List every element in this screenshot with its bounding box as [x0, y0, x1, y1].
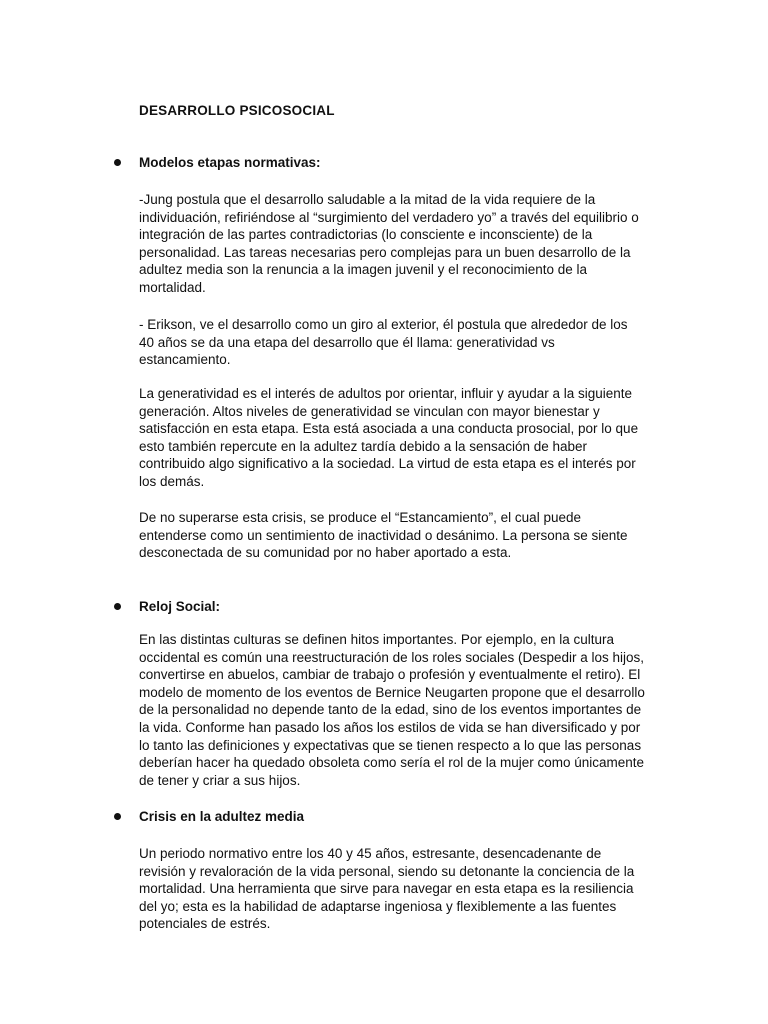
bullet-icon: [114, 159, 121, 166]
paragraph-generatividad: La generatividad es el interés de adultos por orientar, influir y ayudar a la siguiente generación. Altos niveles de generatividad se vinculan con mayor bienestar y satisfacción en esta etapa. Esta está asociada a una conducta prosocial, por lo que esto también repercute en la adultez tardía debido a la sensación de haber contribuido algo significativo a la sociedad. La virtud de esta etapa es el interés por los demás.: [139, 386, 639, 489]
paragraph-reloj-social: En las distintas culturas se definen hitos importantes. Por ejemplo, en la cultura occidental es común una reestructuración de los roles sociales (Despedir a los hijos, convertirse en abuelos, cambiar de trabajo o profesión y eventualmente el retiro). El modelo de momento de los eventos de Bernice Neugarten propone que el desarrollo de la personalidad no depende tanto de la edad, sino de los eventos importantes de la vida. Conforme han pasado los años los estilos de vida se han diversificado y por lo tanto las definiciones y expectativas que se tienen respecto a lo que las personas deberían hacer ha quedado obsoleta como sería el rol de la mujer como únicamente de tener y criar a sus hijos.: [139, 632, 645, 788]
paragraph-estancamiento: De no superarse esta crisis, se produce el “Estancamiento”, el cual puede entenderse como un sentimiento de inactividad o desánimo. La persona se siente desconectada de su comunidad por no haber aportado a esta.: [139, 510, 628, 561]
paragraph-crisis: Un periodo normativo entre los 40 y 45 años, estresante, desencadenante de revisión y revaloración de la vida personal, siendo su detonante la conciencia de la mortalidad. Una herramienta que sirve para navegar en esta etapa es la resiliencia del yo; esta es la habilidad de adaptarse ingeniosa y flexiblemente a las fuentes potenciales de estrés.: [139, 846, 635, 932]
bullet-icon: [114, 813, 121, 820]
section-heading-crisis: Crisis en la adultez media: [139, 809, 305, 824]
bullet-icon: [114, 603, 121, 610]
paragraph-jung: -Jung postula que el desarrollo saludable a la mitad de la vida requiere de la individuación, refiriéndose al “surgimiento del verdadero yo” a través del equilibrio o integración de las partes contradictorias (lo consciente e inconsciente) de la personalidad. Las tareas necesarias pero complejas para un buen desarrollo de la adultez media son la renuncia a la imagen juvenil y el reconocimiento de la mortalidad.: [139, 192, 639, 295]
document-title: DESARROLLO PSICOSOCIAL: [139, 103, 335, 118]
section-heading-reloj-social: Reloj Social:: [139, 599, 221, 614]
paragraph-erikson: - Erikson, ve el desarrollo como un giro al exterior, él postula que alrededor de los 40 años se da una etapa del desarrollo que él llama: generatividad vs estancamiento.: [139, 317, 628, 368]
section-heading-modelos: Modelos etapas normativas:: [139, 155, 321, 170]
